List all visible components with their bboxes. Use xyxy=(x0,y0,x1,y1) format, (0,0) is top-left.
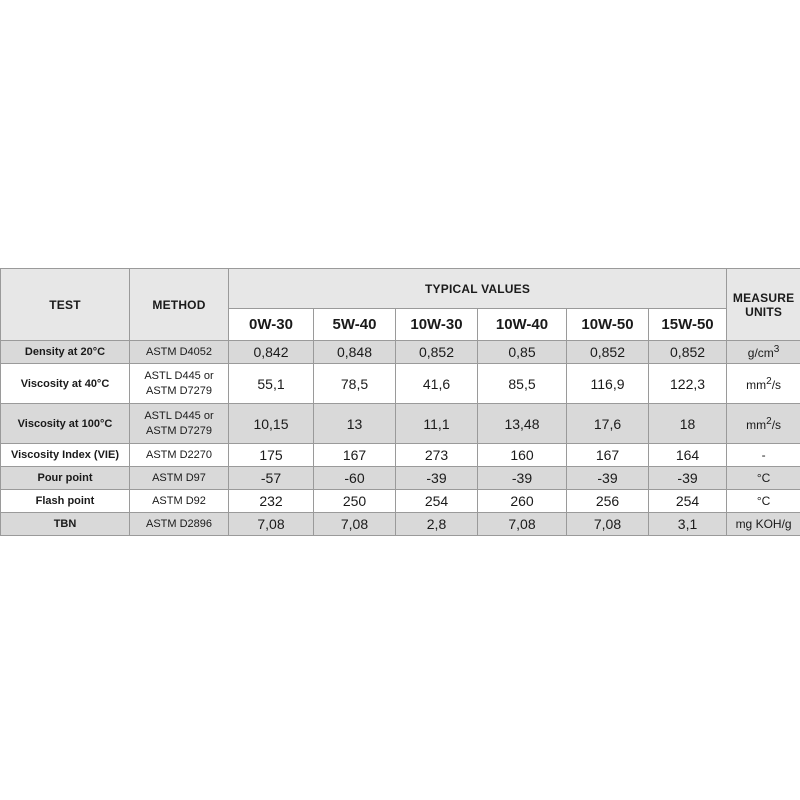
grade-header: 15W-50 xyxy=(649,309,727,341)
value-cell: -57 xyxy=(229,467,314,490)
value-cell: 254 xyxy=(649,490,727,513)
value-cell: 0,852 xyxy=(567,341,649,364)
unit-suffix: /s xyxy=(771,377,782,392)
table-row xyxy=(1,467,800,490)
value-cell: 11,1 xyxy=(396,404,478,444)
value-cell: 18 xyxy=(649,404,727,444)
test-name: Density at 20°C xyxy=(1,341,130,364)
unit-base: mm xyxy=(746,377,767,392)
test-name: TBN xyxy=(1,513,130,536)
method-line: ASTL D445 or xyxy=(144,409,214,422)
test-method xyxy=(130,444,229,467)
value-cell: 17,6 xyxy=(567,404,649,444)
typical-values-header: TYPICAL VALUES xyxy=(229,269,727,309)
grade-header: 0W-30 xyxy=(229,309,314,341)
grade-header: 5W-40 xyxy=(314,309,396,341)
value-cell: -39 xyxy=(396,467,478,490)
value-cell: -39 xyxy=(478,467,567,490)
grade-header: 10W-40 xyxy=(478,309,567,341)
method-line: ASTM D2896 xyxy=(145,517,213,530)
test-header: TEST xyxy=(1,269,130,341)
value-cell: 2,8 xyxy=(396,513,478,536)
unit-cell: mg KOH/g xyxy=(727,513,800,536)
value-cell: 85,5 xyxy=(478,364,567,404)
unit-superscript: 2 xyxy=(766,375,772,387)
value-cell: -60 xyxy=(314,467,396,490)
unit-base: g/cm xyxy=(747,346,774,360)
test-method xyxy=(130,490,229,513)
value-cell: 0,852 xyxy=(396,341,478,364)
method-header: METHOD xyxy=(130,269,229,341)
value-cell: 13 xyxy=(314,404,396,444)
unit-base: mm xyxy=(746,417,767,432)
measure-units-line2: UNITS xyxy=(745,304,783,319)
table-row xyxy=(1,490,800,513)
unit-cell: - xyxy=(727,444,800,467)
method-line: ASTL D445 or xyxy=(144,369,214,382)
value-cell: 164 xyxy=(649,444,727,467)
value-cell: 3,1 xyxy=(649,513,727,536)
value-cell: 256 xyxy=(567,490,649,513)
value-cell: 0,842 xyxy=(229,341,314,364)
unit-cell xyxy=(727,404,800,444)
test-method xyxy=(130,364,229,404)
test-name: Flash point xyxy=(1,490,130,513)
unit-superscript: 2 xyxy=(766,415,772,427)
test-method xyxy=(130,341,229,364)
value-cell: 260 xyxy=(478,490,567,513)
value-cell: -39 xyxy=(649,467,727,490)
value-cell: 7,08 xyxy=(314,513,396,536)
value-cell: 160 xyxy=(478,444,567,467)
method-line: ASTM D97 xyxy=(152,471,206,484)
test-method xyxy=(130,404,229,444)
unit-cell: °C xyxy=(727,490,800,513)
value-cell: 122,3 xyxy=(649,364,727,404)
value-cell: 55,1 xyxy=(229,364,314,404)
test-name: Viscosity at 40°C xyxy=(1,364,130,404)
value-cell: 116,9 xyxy=(567,364,649,404)
value-cell: 273 xyxy=(396,444,478,467)
value-cell: 41,6 xyxy=(396,364,478,404)
specification-table xyxy=(0,268,800,536)
table-row xyxy=(1,444,800,467)
value-cell: -39 xyxy=(567,467,649,490)
method-line: ASTM D92 xyxy=(152,494,206,507)
value-cell: 10,15 xyxy=(229,404,314,444)
value-cell: 175 xyxy=(229,444,314,467)
grade-header: 10W-50 xyxy=(567,309,649,341)
method-line: ASTM D7279 xyxy=(145,424,213,437)
value-cell: 7,08 xyxy=(478,513,567,536)
value-cell: 250 xyxy=(314,490,396,513)
unit-cell: °C xyxy=(727,467,800,490)
test-name: Viscosity Index (VIE) xyxy=(1,444,130,467)
value-cell: 232 xyxy=(229,490,314,513)
table-row xyxy=(1,364,800,404)
test-method xyxy=(130,513,229,536)
value-cell: 254 xyxy=(396,490,478,513)
value-cell: 7,08 xyxy=(229,513,314,536)
table-row xyxy=(1,341,800,364)
measure-units-line1: MEASURE xyxy=(732,290,795,305)
measure-units-header xyxy=(727,269,800,341)
method-line: ASTM D2270 xyxy=(145,448,213,461)
value-cell: 78,5 xyxy=(314,364,396,404)
method-line: ASTM D4052 xyxy=(145,345,213,358)
value-cell: 0,852 xyxy=(649,341,727,364)
value-cell: 0,848 xyxy=(314,341,396,364)
grade-header: 10W-30 xyxy=(396,309,478,341)
unit-cell xyxy=(727,364,800,404)
value-cell: 0,85 xyxy=(478,341,567,364)
value-cell: 13,48 xyxy=(478,404,567,444)
test-name: Pour point xyxy=(1,467,130,490)
unit-superscript: 3 xyxy=(773,344,780,355)
method-line: ASTM D7279 xyxy=(145,384,213,397)
table-row xyxy=(1,513,800,536)
unit-cell xyxy=(727,341,800,364)
table-row xyxy=(1,404,800,444)
value-cell: 167 xyxy=(567,444,649,467)
test-name: Viscosity at 100°C xyxy=(1,404,130,444)
test-method xyxy=(130,467,229,490)
unit-suffix: /s xyxy=(771,417,782,432)
value-cell: 167 xyxy=(314,444,396,467)
value-cell: 7,08 xyxy=(567,513,649,536)
